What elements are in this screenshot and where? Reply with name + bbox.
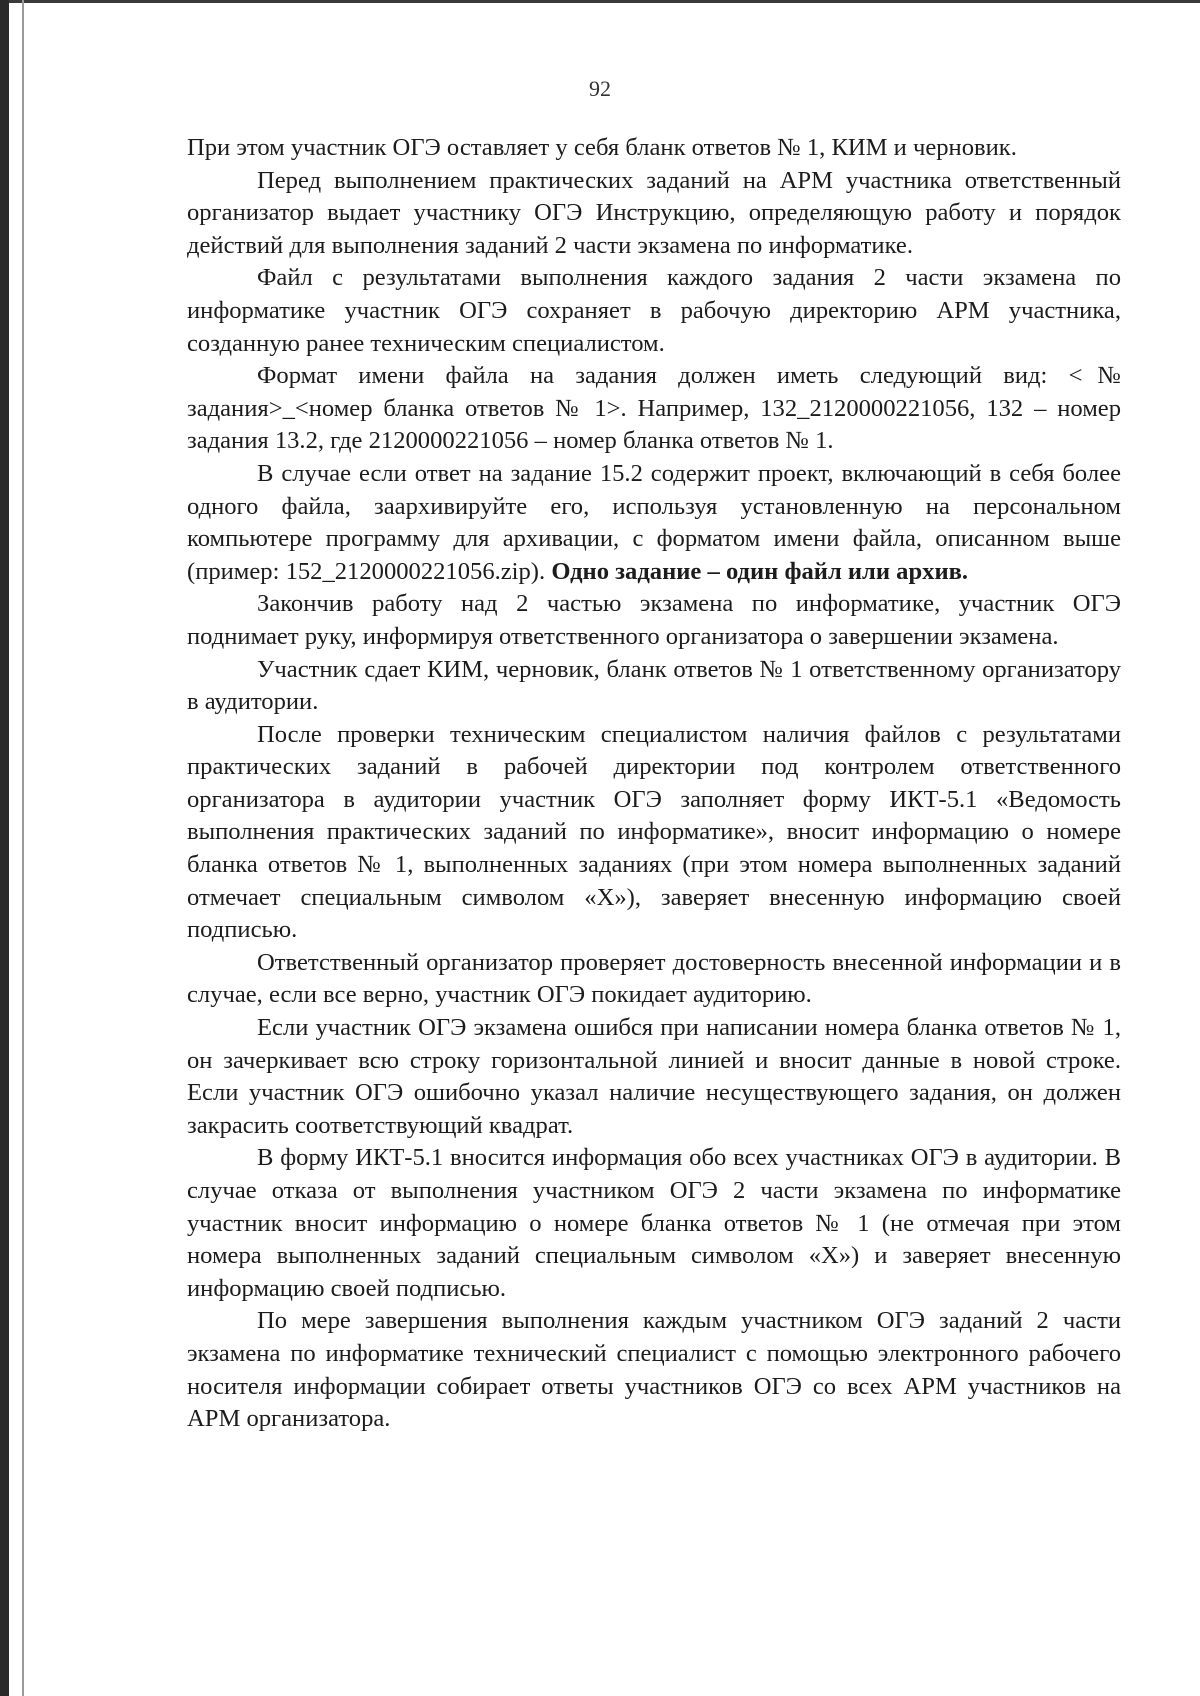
paragraph-7: Участник сдает КИМ, черновик, бланк ответов № 1 ответственному организатору в аудитории. bbox=[187, 655, 1121, 716]
paragraph-8: После проверки техническим специалистом наличия файлов с результатами практических заданий в рабочей директории под контролем ответственного организатора в аудитории участник ОГЭ заполняет форму ИКТ-5.1 «Ведомость выполнения практических заданий по информатике», вносит информацию о номере бланка ответов № 1, выполненных заданиях (при этом номера выполненных заданий отмечает специальным символом «Х»), заверяет внесенную информацию своей подписью. bbox=[187, 720, 1121, 944]
paragraph-9: Ответственный организатор проверяет достоверность внесенной информации и в случае, если все верно, участник ОГЭ покидает аудиторию. bbox=[187, 948, 1121, 1009]
paragraph-4: Формат имени файла на задания должен иметь следующий вид: <№ задания>_<номер бланка ответов № 1>. Например, 132_2120000221056, 132 – номер задания 13.2, где 2120000221056 – номер бланка ответов № 1. bbox=[187, 362, 1121, 455]
paragraph-10: Если участник ОГЭ экзамена ошибся при написании номера бланка ответов № 1, он зачеркивает всю строку горизонтальной линией и вносит данные в новой строке. Если участник ОГЭ ошибочно указал наличие несуществующего задания, он должен закрасить соответствующий квадрат. bbox=[187, 1014, 1121, 1139]
paragraph-5-bold-emphasis: Одно задание – один файл или архив. bbox=[551, 557, 969, 585]
paragraph-6: Закончив работу над 2 частью экзамена по информатике, участник ОГЭ поднимает руку, информируя ответственного организатора о завершении экзамена. bbox=[187, 590, 1121, 650]
paragraph-3: Файл с результатами выполнения каждого задания 2 части экзамена по информатике участник ОГЭ сохраняет в рабочую директорию АРМ участника, созданную ранее техническим специалистом. bbox=[187, 264, 1121, 357]
paragraph-1: При этом участник ОГЭ оставляет у себя бланк ответов № 1, КИМ и черновик. bbox=[187, 134, 1017, 161]
paragraph-2: Перед выполнением практических заданий на АРМ участника ответственный организатор выдает участнику ОГЭ Инструкцию, определяющую работу и порядок действий для выполнения заданий 2 части экзамена по информатике. bbox=[187, 166, 1121, 259]
scan-edge-left bbox=[0, 0, 9, 1696]
paragraph-12: По мере завершения выполнения каждым участником ОГЭ заданий 2 части экзамена по информатике технический специалист с помощью электронного рабочего носителя информации собирает ответы участников ОГЭ со всех АРМ участников на АРМ организатора. bbox=[187, 1307, 1121, 1433]
scan-edge-left-line bbox=[22, 0, 24, 1696]
document-body bbox=[187, 132, 1121, 1436]
paragraph-5 bbox=[187, 458, 1121, 588]
paragraph-5-text: В случае если ответ на задание 15.2 содержит проект, включающий в себя более одного файла, заархивируйте его, используя установленную на персональном компьютере программу для архивации, с форматом имени файла, описанном выше (пример: 152_2120000221056.zip). bbox=[187, 459, 1121, 585]
scan-edge-top bbox=[0, 0, 1200, 3]
page-number: 92 bbox=[589, 76, 611, 101]
paragraph-11: В форму ИКТ-5.1 вносится информация обо всех участниках ОГЭ в аудитории. В случае отказа от выполнения участником ОГЭ 2 части экзамена по информатике участник вносит информацию о номере бланка ответов № 1 (не отмечая при этом номера выполненных заданий специальным символом «Х») и заверяет внесенную информацию своей подписью. bbox=[187, 1144, 1121, 1302]
